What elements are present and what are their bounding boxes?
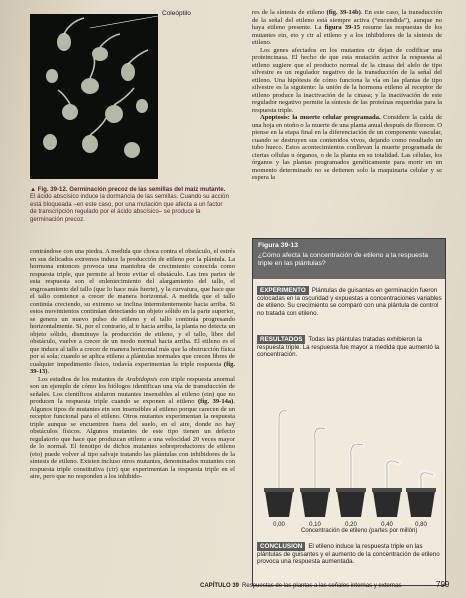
left-text-column	[30, 248, 235, 481]
seedling-1	[315, 428, 325, 497]
tick-3: 0,40	[381, 522, 393, 528]
tick-0: 0,00	[273, 522, 285, 528]
figure-ref[interactable]: (fig. 39-14a)	[198, 398, 234, 405]
right-text-column	[252, 9, 442, 182]
tick-1: 0,10	[309, 522, 321, 528]
conclusion-text: El etileno induce la respuesta triple en las plántulas de guisantes y el aumento de la concentración de etileno provoca una respuesta aumentada.	[257, 543, 440, 566]
coleoptile-label: Coleóptilo	[162, 10, 191, 17]
caption-title: ▲ Fig. 39-12. Germinación precoz de las semillas del maíz mutante.	[30, 186, 226, 193]
experiment-section	[257, 286, 443, 317]
axis-caption: Concentración de etileno (partes por millón)	[301, 528, 418, 534]
pot-0	[265, 491, 293, 517]
paragraph: Los genes afectados en los mutantes ctr dejan de codificar una proteincinasa. El hecho de que esta mutación active la respuesta al etileno sugiere que el producto normal de la cinasa del alelo de tipo silvestre es un regulador negativo de la transducción de la señal del etileno. Una hipótesis de cómo funciona la vía en las plantas de tipo silvestre es la siguiente: la unión de la hormona etileno al receptor de etileno produce la inactivación de la cinasa; y la inactivación de este regulador negativo permite la síntesis de las proteínas requeridas para la respuesta triple.	[252, 46, 442, 114]
seedling-0	[279, 411, 287, 497]
seedlings-illustration	[257, 379, 443, 534]
figure-39-12-caption	[30, 186, 230, 223]
pot-1	[301, 491, 329, 517]
experiment-label: EXPERIMENTO	[257, 286, 309, 295]
paragraph: Los estudios de los mutantes de Arabidopsis con triple respuesta anormal son un ejemplo de cómo los biólogos identifican una vía de transducción de señales. Los científicos aislaron mutantes insensibles al etileno (ein) que no producen la respuesta triple cuando se exponen al etileno (fig. 39-14a). Algunos tipos de mutantes ein son insensibles al etileno porque carecen de un receptor funcional para el etileno. Otros mutantes experimentan la respuesta triple aunque se encuentren fuera del suelo, en el aire, donde no hay obstáculos físicos. Algunos mutantes de este tipo tienen un defecto regulatorio que hace que produzcan etileno a una velocidad 20 veces mayor de lo normal. El fenotipo de dichos mutantes sobreproductores de etileno (eto) puede volver al tipo salvaje tratando las plántulas con inhibidores de la síntesis de etileno. Existen incluso otros mutantes, denominados mutantes con respuesta triple constitutiva (ctr) que experimentan la respuesta triple en el aire, pero que no responden a los inhibido-	[30, 375, 235, 480]
figure-39-12-photo	[30, 14, 158, 179]
results-section	[257, 335, 443, 359]
paragraph: contrándose con una piedra. A medida que choca contra el obstáculo, el estrés en sus delicados extremos induce la producción de etileno por la plántula. La hormona entonces provoca una maniobra de crecimiento conocida como respuesta triple, que permite al brote evitar el obstáculo. Las tres partes de esta respuesta son el enlentecimiento del alargamiento del tallo, el engrosamiento del tallo (que lo hace más fuerte), y la curvatura, que hace que el tallo comience a crecer de manera horizontal. A medida que el tallo continúa creciendo, su extremo se inclina intermitentemente hacia arriba. Si estos movimientos continúan detectando un objeto sólido en la parte superior, se genera un nuevo pulso de etileno y el tallo continúa progresando horizontalmente. Si, por el contrario, al ir hacia arriba, la planta no detecta un objeto sólido, disminuye la producción de etileno, y el tallo, libre del obstáculo, vuelve a crecer de un modo normal hacia arriba. El etileno es el que induce al tallo a crecer de manera horizontal más que la obstrucción física por sí sola; cuando se aplica etileno a plántulas normales que crecen libres de cualquier impedimento físico, todavía experimentan la triple respuesta (fig. 39-13).	[30, 248, 235, 375]
figure-question: ¿Cómo afecta la concentración de etileno a la respuesta triple en las plántulas?	[258, 251, 429, 267]
figure-ref[interactable]: (fig. 39-14b)	[326, 9, 361, 16]
experiment-text: Plántulas de guisantes en germinación fueron colocadas en la oscuridad y expuestas a concentraciones variables de etileno. Su crecimiento se comparó con una plántula de control no tratada con etileno.	[257, 287, 442, 317]
results-label: RESULTADOS	[257, 335, 305, 344]
figure-39-13-box	[252, 238, 446, 586]
conclusion-section	[257, 542, 443, 566]
tick-4: 0,80	[415, 522, 427, 528]
conclusion-label: CONCLUSION	[257, 542, 305, 551]
section-heading: Apoptosis: la muerte celular programada.	[260, 114, 381, 121]
figure-ref[interactable]: (fig. 39-13)	[30, 360, 235, 375]
page-footer	[200, 583, 401, 589]
paragraph: Apoptosis: la muerte celular programada. Considere la caída de una hoja en otoño o la muerte de una planta anual después de florecer. O piense en la etapa final en la diferenciación de un componente vascular, cuando se destruyen sus contenidos vivos, dejando como resultado un tubo hueco. Estos acontecimientos conllevan la muerte programada de ciertas células u órganos, o de la planta en su totalidad. Las células, los órganos y las plantas programados genéticamente para morir en un momento determinado no se detienen solo la maquinaria celular y se espera la	[252, 114, 442, 181]
paragraph: res de la síntesis de etileno (fig. 39-14b). En este caso, la transducción de la señal del etileno está siempre activa (“encendida”), aunque no haya etileno presente. La figura 39-15 resume las respuestas de los mutantes ein, eto y ctr al etileno y a los inhibidores de la síntesis de etileno.	[252, 9, 442, 46]
chapter-title: Respuestas de las plantas a las señales internas y externas	[242, 583, 402, 589]
pot-3	[373, 491, 401, 517]
pot-4	[407, 491, 435, 517]
caption-body: El ácido abscísico induce la dormancia de las semillas. Cuando su acción está bloqueada –en este caso, por una mutación que afecta a un factor de transcripción regulado por el ácido abscísico– se produce la germinación precoz.	[30, 193, 229, 223]
pot-2	[337, 491, 365, 517]
figure-box-header	[253, 239, 445, 279]
results-text: Todas las plántulas tratadas exhibieron la respuesta triple. La respuesta fue mayor a medida que aumentó la concentración.	[257, 336, 440, 359]
chapter-number: CAPÍTULO 39	[200, 583, 240, 589]
page-number: 799	[436, 580, 450, 589]
tick-2: 0,20	[345, 522, 357, 528]
figure-ref[interactable]: figura 39-15	[324, 24, 360, 31]
figure-number: Figura 39-13	[258, 242, 299, 249]
